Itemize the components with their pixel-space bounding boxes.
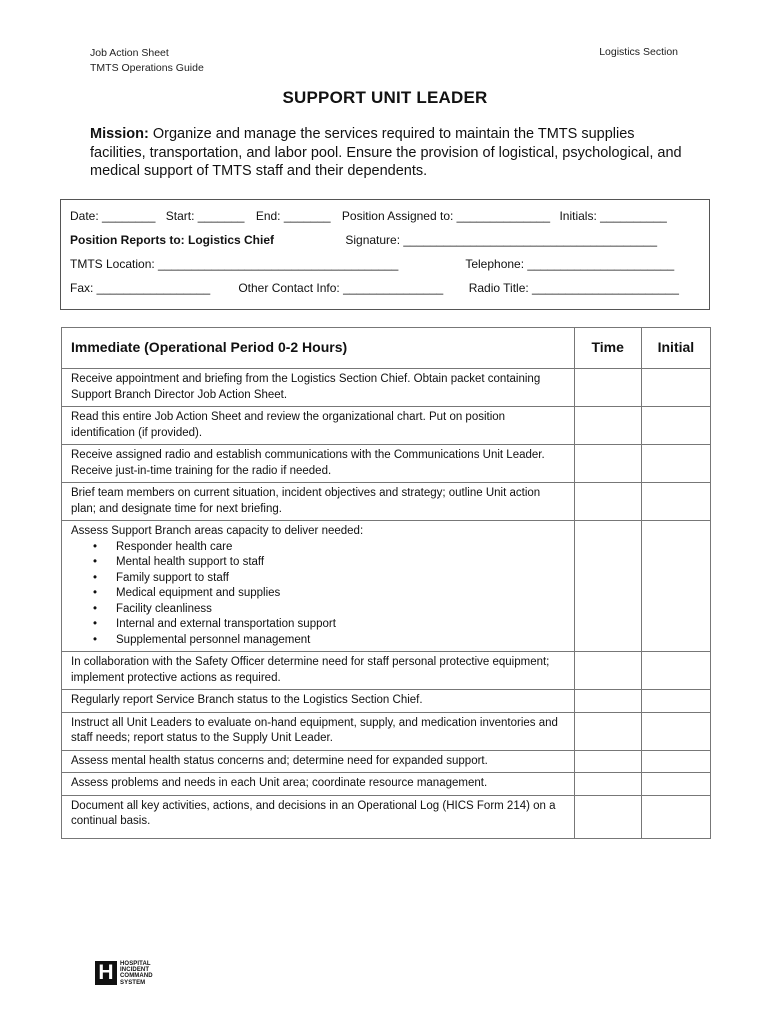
guide-name: TMTS Operations Guide — [90, 62, 204, 74]
task-text: Document all key activities, actions, and decisions in an Operational Log (HICS Form 214) on a continual basis. — [62, 795, 575, 838]
table-row — [62, 483, 711, 521]
task-table — [61, 327, 711, 839]
info-row-reports — [70, 233, 657, 247]
list-item: • Responder health care — [116, 540, 568, 556]
task-text: Assess Support Branch areas capacity to deliver needed: — [71, 525, 364, 537]
time-cell[interactable] — [574, 521, 641, 652]
task-text: Receive appointment and briefing from the Logistics Section Chief. Obtain packet containing Support Branch Director Job Action Sheet. — [62, 369, 575, 407]
initial-cell[interactable] — [641, 652, 710, 690]
info-row-location — [70, 257, 674, 271]
list-item: • Family support to staff — [116, 571, 568, 587]
logo-line: SYSTEM — [120, 979, 146, 986]
header-left — [90, 46, 204, 76]
initial-cell[interactable] — [641, 773, 710, 796]
hics-logo-text — [120, 961, 153, 986]
mission-text: Organize and manage the services required to maintain the TMTS supplies facilities, transportation, and labor pool. Ensure the provision of logistical, psychological, and medical support of TMTS staff and their dependents. — [90, 126, 682, 179]
list-item: • Supplemental personnel management — [116, 633, 568, 649]
initial-column-header: Initial — [641, 328, 710, 369]
task-text: Assess mental health status concerns and; determine need for expanded support. — [62, 750, 575, 773]
other-contact-field[interactable]: Other Contact Info: _______________ — [238, 281, 444, 295]
initial-cell[interactable] — [641, 483, 710, 521]
time-cell[interactable] — [574, 690, 641, 713]
time-cell[interactable] — [574, 712, 641, 750]
initial-cell[interactable] — [641, 712, 710, 750]
task-text: In collaboration with the Safety Officer determine need for staff personal protective equipment; implement protective actions as required. — [62, 652, 575, 690]
time-cell[interactable] — [574, 652, 641, 690]
time-cell[interactable] — [574, 369, 641, 407]
position-assigned-field[interactable]: Position Assigned to: ______________ — [341, 209, 551, 223]
table-row — [62, 407, 711, 445]
radio-title-field[interactable]: Radio Title: ______________________ — [468, 281, 679, 295]
time-cell[interactable] — [574, 750, 641, 773]
table-row — [62, 369, 711, 407]
section-name: Logistics Section — [599, 46, 678, 58]
table-row — [62, 445, 711, 483]
logo-line: COMMAND — [120, 973, 153, 980]
info-row-dates — [70, 209, 667, 223]
list-item: • Internal and external transportation support — [116, 617, 568, 633]
logo-line: INCIDENT — [120, 967, 150, 974]
task-text: Regularly report Service Branch status to the Logistics Section Chief. — [62, 690, 575, 713]
table-row — [62, 652, 711, 690]
support-areas-list — [71, 540, 568, 649]
table-heading: Immediate (Operational Period 0-2 Hours) — [62, 328, 575, 369]
list-item: • Medical equipment and supplies — [116, 586, 568, 602]
time-column-header: Time — [574, 328, 641, 369]
mission-label: Mission: — [90, 126, 149, 142]
table-header-row — [62, 328, 711, 369]
assignment-info-box — [60, 199, 710, 310]
task-text: Read this entire Job Action Sheet and review the organizational chart. Put on position identification (if provided). — [62, 407, 575, 445]
list-item: • Facility cleanliness — [116, 602, 568, 618]
time-cell[interactable] — [574, 407, 641, 445]
table-row — [62, 712, 711, 750]
end-field[interactable]: End: _______ — [255, 209, 331, 223]
fax-field[interactable]: Fax: _________________ — [70, 281, 211, 295]
task-cell-with-list — [62, 521, 575, 652]
task-text: Assess problems and needs in each Unit area; coordinate resource management. — [62, 773, 575, 796]
hics-logo-letter: H — [98, 961, 114, 984]
hics-logo-mark — [95, 961, 117, 985]
location-field[interactable]: TMTS Location: ____________________________________ — [70, 257, 399, 271]
initials-field[interactable]: Initials: __________ — [559, 209, 667, 223]
page-title: SUPPORT UNIT LEADER — [282, 88, 488, 107]
table-row — [62, 521, 711, 652]
logo-line: HOSPITAL — [120, 961, 151, 967]
task-text: Brief team members on current situation, incident objectives and strategy; outline Unit action plan; and designate time for next briefing. — [62, 483, 575, 521]
initial-cell[interactable] — [641, 690, 710, 713]
start-field[interactable]: Start: _______ — [165, 209, 245, 223]
initial-cell[interactable] — [641, 795, 710, 838]
reports-to: Position Reports to: Logistics Chief — [70, 233, 275, 247]
time-cell[interactable] — [574, 795, 641, 838]
initial-cell[interactable] — [641, 750, 710, 773]
list-item: • Mental health support to staff — [116, 555, 568, 571]
doc-type: Job Action Sheet — [90, 47, 169, 59]
table-row — [62, 750, 711, 773]
table-row — [62, 773, 711, 796]
initial-cell[interactable] — [641, 521, 710, 652]
task-text: Receive assigned radio and establish communications with the Communications Unit Leader. Receive just-in-time training for the radio if needed. — [62, 445, 575, 483]
time-cell[interactable] — [574, 483, 641, 521]
table-row — [62, 690, 711, 713]
telephone-field[interactable]: Telephone: ______________________ — [465, 257, 675, 271]
initial-cell[interactable] — [641, 369, 710, 407]
info-row-contact — [70, 281, 679, 295]
date-field[interactable]: Date: ________ — [70, 209, 156, 223]
time-cell[interactable] — [574, 773, 641, 796]
initial-cell[interactable] — [641, 445, 710, 483]
task-text: Instruct all Unit Leaders to evaluate on-hand equipment, supply, and medication inventories and staff needs; report status to the Supply Unit Leader. — [62, 712, 575, 750]
initial-cell[interactable] — [641, 407, 710, 445]
mission-statement — [90, 125, 690, 181]
time-cell[interactable] — [574, 445, 641, 483]
hics-logo — [95, 961, 157, 987]
table-row — [62, 795, 711, 838]
signature-field[interactable]: Signature: ______________________________________ — [345, 233, 657, 247]
